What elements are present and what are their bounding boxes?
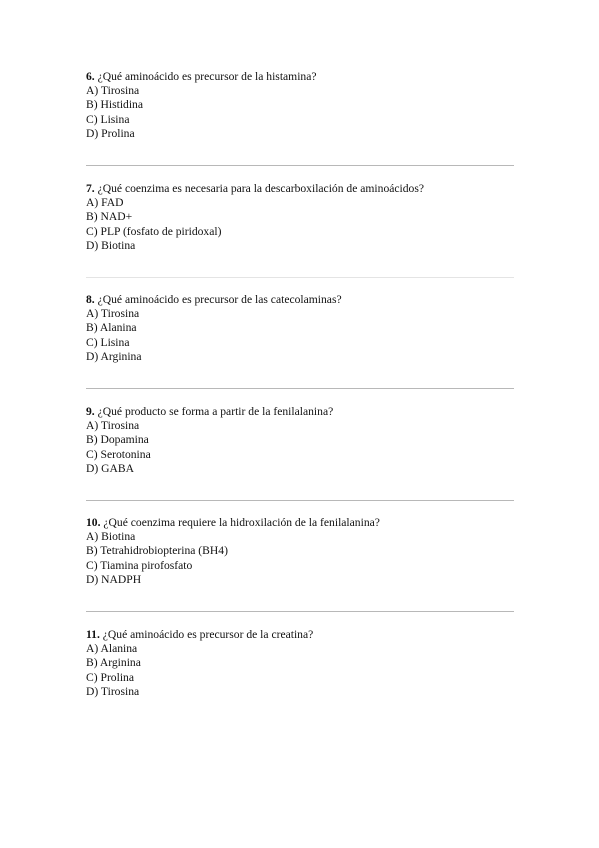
- option-b: B) NAD+: [86, 210, 133, 224]
- question-11: [86, 628, 516, 699]
- option-a: A) Tirosina: [86, 307, 140, 321]
- question-text: ¿Qué aminoácido es precursor de las catecolaminas?: [97, 293, 342, 306]
- question-text: ¿Qué coenzima requiere la hidroxilación de la fenilalanina?: [103, 516, 380, 529]
- question-number: 9.: [86, 405, 95, 418]
- option-d: D) NADPH: [86, 572, 142, 586]
- option-a: A) Tirosina: [86, 419, 140, 433]
- option-b: B) Arginina: [86, 656, 141, 670]
- option-a: A) Biotina: [86, 530, 136, 544]
- separator-line: [86, 277, 514, 278]
- question-number: 11.: [86, 628, 100, 641]
- option-d: D) Prolina: [86, 126, 135, 140]
- option-c: C) Lisina: [86, 112, 130, 126]
- question-prompt: [86, 70, 516, 84]
- question-prompt: [86, 182, 516, 196]
- question-8: [86, 293, 516, 364]
- option-b: B) Dopamina: [86, 433, 149, 447]
- question-number: 10.: [86, 516, 101, 529]
- option-b: B) Tetrahidrobiopterina (BH4): [86, 544, 228, 558]
- question-9: [86, 405, 516, 476]
- separator-line: [86, 500, 514, 501]
- question-6: [86, 70, 516, 141]
- question-number: 6.: [86, 70, 95, 83]
- option-c: C) Lisina: [86, 335, 130, 349]
- question-7: [86, 182, 516, 253]
- option-d: D) Biotina: [86, 238, 136, 252]
- option-c: C) Serotonina: [86, 447, 151, 461]
- separator-line: [86, 165, 514, 166]
- question-10: [86, 516, 516, 587]
- option-a: A) Tirosina: [86, 84, 140, 98]
- option-a: A) Alanina: [86, 642, 138, 656]
- question-prompt: [86, 628, 516, 642]
- option-b: B) Alanina: [86, 321, 137, 335]
- question-number: 7.: [86, 182, 95, 195]
- option-c: C) Tiamina pirofosfato: [86, 558, 193, 572]
- option-c: C) Prolina: [86, 670, 134, 684]
- option-a: A) FAD: [86, 196, 124, 210]
- question-prompt: [86, 516, 516, 530]
- separator-line: [86, 388, 514, 389]
- question-text: ¿Qué aminoácido es precursor de la histamina?: [97, 70, 317, 83]
- option-d: D) GABA: [86, 461, 134, 475]
- option-d: D) Arginina: [86, 349, 142, 363]
- option-b: B) Histidina: [86, 98, 144, 112]
- question-number: 8.: [86, 293, 95, 306]
- question-prompt: [86, 293, 516, 307]
- option-c: C) PLP (fosfato de piridoxal): [86, 224, 222, 238]
- question-text: ¿Qué producto se forma a partir de la fenilalanina?: [97, 405, 334, 418]
- question-text: ¿Qué aminoácido es precursor de la creatina?: [102, 628, 314, 641]
- question-prompt: [86, 405, 516, 419]
- question-text: ¿Qué coenzima es necesaria para la descarboxilación de aminoácidos?: [97, 182, 425, 195]
- separator-line: [86, 611, 514, 612]
- option-d: D) Tirosina: [86, 684, 140, 698]
